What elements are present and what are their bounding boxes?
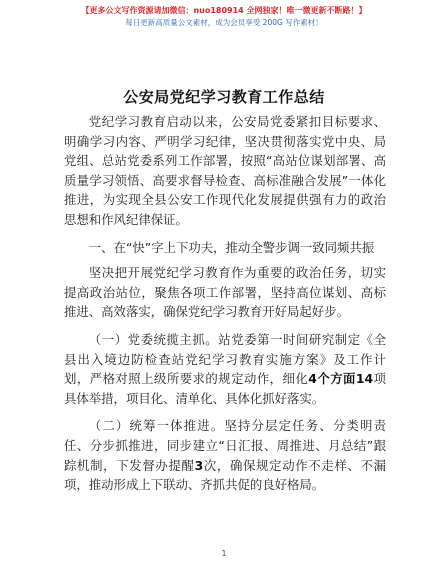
document-body bbox=[64, 112, 386, 503]
promo-banner-line2: 每日更新高质量公文素材，成为会员享受 200G 写作素材！ bbox=[125, 18, 323, 27]
item-1-highlight-b: 14 bbox=[355, 371, 374, 387]
item-2-text-b: 次，确保规定动作不走样、不漏项，推动形成上下联动、齐抓共促的良好格局。 bbox=[64, 457, 387, 493]
item-1-highlight-a: 4个方面 bbox=[308, 371, 356, 387]
item-2-highlight: 3 bbox=[194, 457, 204, 473]
section-heading-1: 一、在“快”字上下功夫，推动全警步调一致同频共振 bbox=[88, 239, 375, 255]
intro-paragraph: 党纪学习教育启动以来，公安局党委紧扣目标要求、明确学习内容、严明学习纪律，坚决贯彻落实党中央、局党组、总站党委系列工作部署，按照“高站位谋划部署、高质量学习领悟、高要求督导检查、高标准融合发展”一体化推进，为实现全县公安工作现代化发展提供强有力的政治思想和作风纪律保证。 bbox=[64, 114, 386, 227]
page-number: 1 bbox=[221, 549, 227, 558]
item-2-text-a: （二）统筹一体推进。坚持分层定任务、分类明责任、分步抓推进，同步建立“日汇报、周推进、月总结”跟踪机制，下发督办提醒 bbox=[64, 418, 386, 473]
document-title: 公安局党纪学习教育工作总结 bbox=[123, 88, 325, 106]
section1-paragraph: 坚决把开展党纪学习教育作为重要的政治任务，切实提高政治站位，聚焦各项工作部署，坚持高位谋划、高标推进、高效落实，确保党纪学习教育开好局起好步。 bbox=[64, 265, 386, 320]
item-1-paragraph bbox=[64, 330, 386, 408]
promo-banner-line1: 【更多公文写作资源请加微信：nuo180914 全网独家！唯一微更新不断路！】 bbox=[81, 6, 367, 15]
item-1-text-a: （一）党委统揽主抓。站党委第一时间研究制定《全县出入境边防检查站党纪学习教育实施方案》及工作计划，严格对照上级所要求的规定动作，细化 bbox=[64, 331, 386, 387]
item-2-paragraph bbox=[64, 416, 386, 494]
item-1-text-b: 项具体举措，项目化、清单化、具体化抓好落实。 bbox=[64, 371, 387, 406]
promo-banner bbox=[0, 4, 448, 29]
